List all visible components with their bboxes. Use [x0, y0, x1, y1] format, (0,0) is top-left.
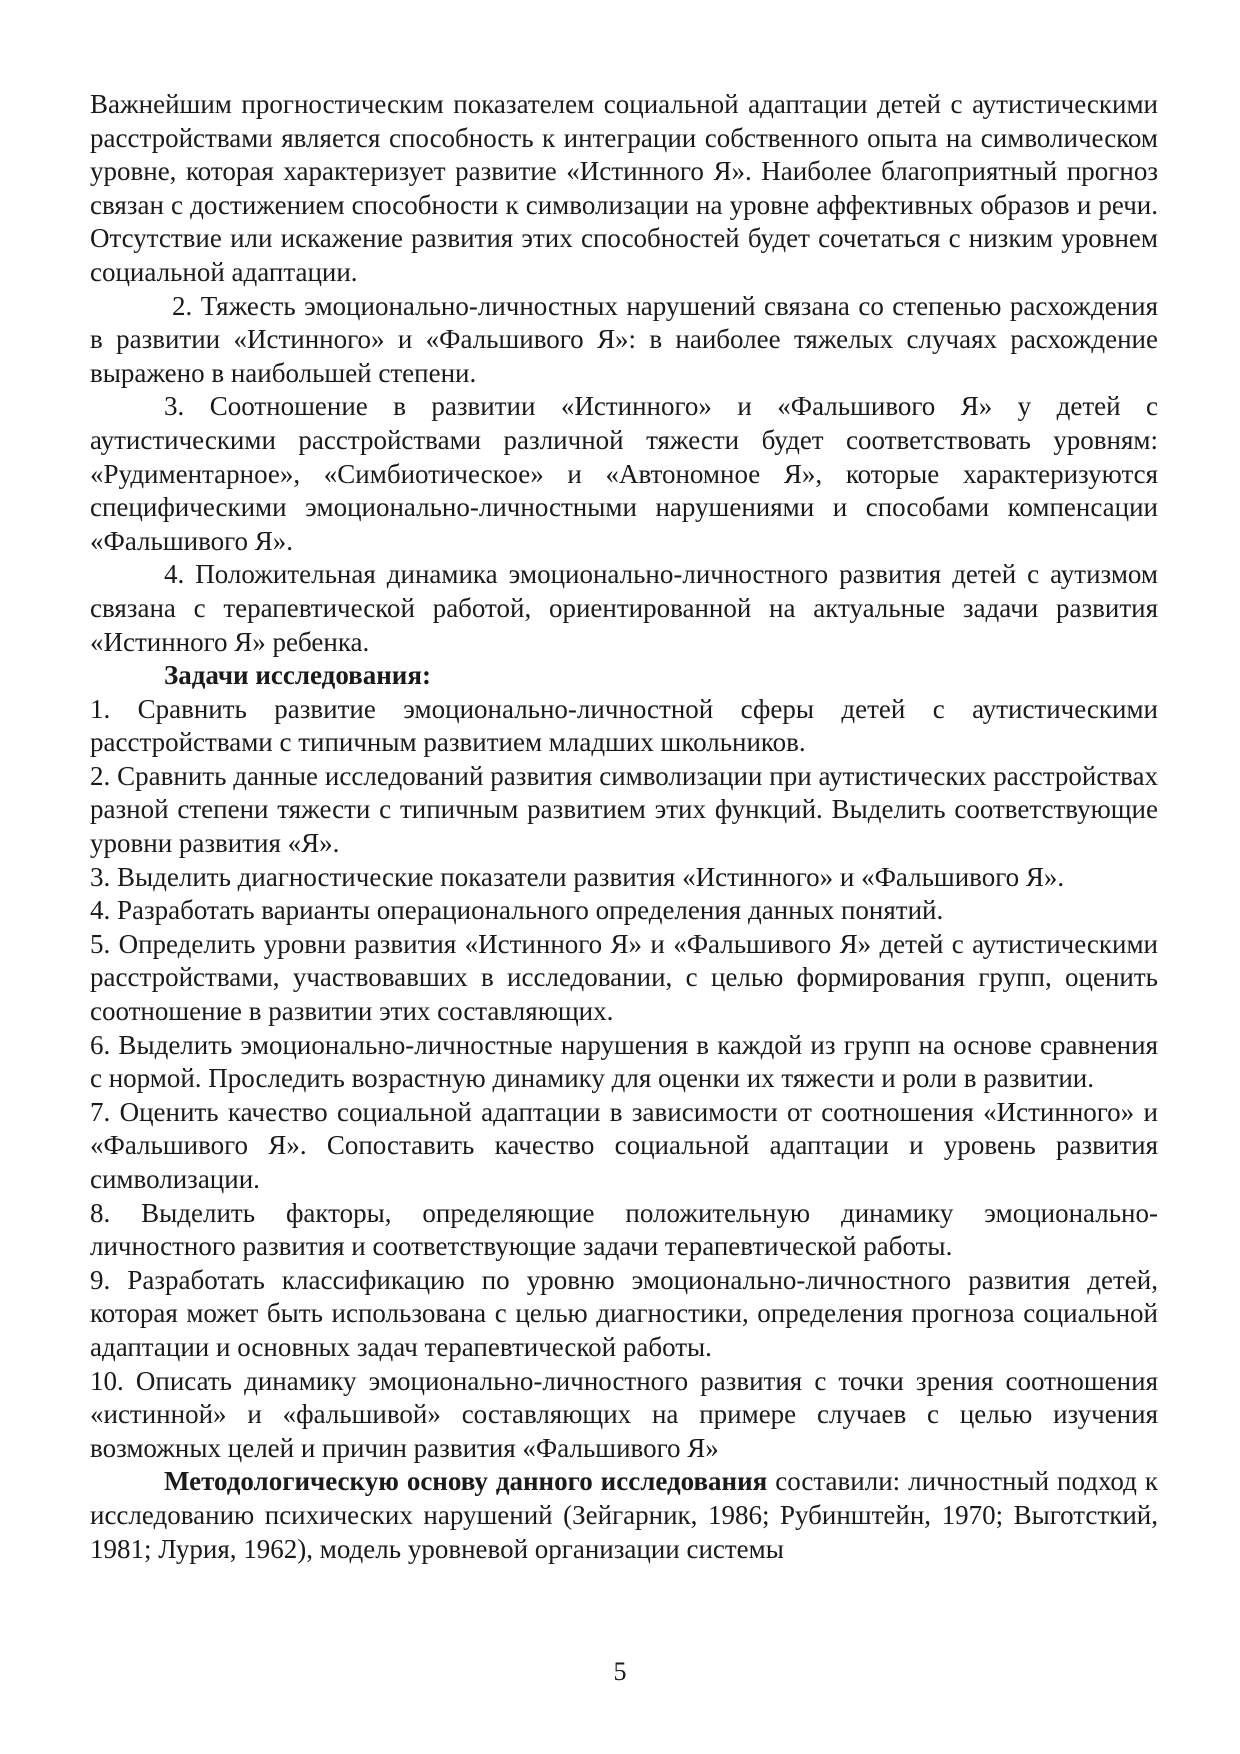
task-item-4: 4. Разработать варианты операционального определения данных понятий. [90, 895, 944, 926]
methodology-text: составили: личностный подход к исследованию психических нарушений (Зейгарник, 1986; Рубинштейн, 1970; Выготсткий, 1981; Лурия, 1962), модель уровневой организации системы [90, 1466, 1158, 1564]
task-item-5: 5. Определить уровни развития «Истинного Я» и «Фальшивого Я» детей с аутистическими расстройствами, участвовавших в исследовании, с целью формирования групп, оценить соотношение в развитии этих составляющих. [90, 928, 1158, 1027]
page-number: 5 [613, 1657, 627, 1686]
hypothesis-4: 4. Положительная динамика эмоционально-личностного развития детей с аутизмом связана с терапевтической работой, ориентированной на актуальные задачи развития «Истинного Я» ребенка. [90, 559, 1158, 657]
task-item-2: 2. Сравнить данные исследований развития символизации при аутистических расстройствах разной степени тяжести с типичным развитием этих функций. Выделить соответствующие уровни развития «Я». [90, 760, 1158, 859]
task-item-3: 3. Выделить диагностические показатели развития «Истинного» и «Фальшивого Я». [90, 861, 1065, 892]
methodology-bold-lead: Методологическую основу данного исследования [164, 1466, 768, 1497]
task-item-1: 1. Сравнить развитие эмоционально-личностной сферы детей с аутистическими расстройствами с типичным развитием младших школьников. [90, 693, 1158, 758]
paragraph-prognostic-indicator: Важнейшим прогностическим показателем социальной адаптации детей с аутистическими расстройствами является способность к интеграции собственного опыта на символическом уровне, которая характеризует развитие «Истинного Я». Наиболее благоприятный прогноз связан с достижением способности к символизации на уровне аффективных образов и речи. Отсутствие или искажение развития этих способностей будет сочетаться с низким уровнем социальной адаптации. [90, 89, 1158, 287]
hypothesis-3: 3. Соотношение в развитии «Истинного» и «Фальшивого Я» у детей с аутистическими расстройствами различной тяжести будет соответствовать уровням: «Рудиментарное», «Симбиотическое» и «Автономное Я», которые характеризуются специфическими эмоционально-личностными нарушениями и способами компенсации «Фальшивого Я». [90, 391, 1158, 556]
hypothesis-2: 2. Тяжесть эмоционально-личностных нарушений связана со степенью расхождения в развитии «Истинного» и «Фальшивого Я»: в наиболее тяжелых случаях расхождение выражено в наибольшей степени. [90, 290, 1158, 388]
tasks-heading: Задачи исследования: [164, 660, 431, 691]
task-item-10: 10. Описать динамику эмоционально-личностного развития с точки зрения соотношения «истинной» и «фальшивой» составляющих на примере случаев с целью изучения возможных целей и причин развития «Фальшивого Я» [90, 1365, 1158, 1463]
document-body [90, 88, 1158, 1566]
task-item-8: 8. Выделить факторы, определяющие положительную динамику эмоционально-личностного развития и соответствующие задачи терапевтической работы. [90, 1197, 1158, 1262]
methodology-paragraph [90, 1465, 1158, 1566]
task-item-6: 6. Выделить эмоционально-личностные нарушения в каждой из групп на основе сравнения с нормой. Проследить возрастную динамику для оценки их тяжести и роли в развитии. [90, 1029, 1158, 1094]
task-item-7: 7. Оценить качество социальной адаптации в зависимости от соотношения «Истинного» и «Фальшивого Я». Сопоставить качество социальной адаптации и уровень развития символизации. [90, 1096, 1158, 1194]
task-item-9: 9. Разработать классификацию по уровню эмоционально-личностного развития детей, которая может быть использована с целью диагностики, определения прогноза социальной адаптации и основных задач терапевтической работы. [90, 1264, 1158, 1362]
